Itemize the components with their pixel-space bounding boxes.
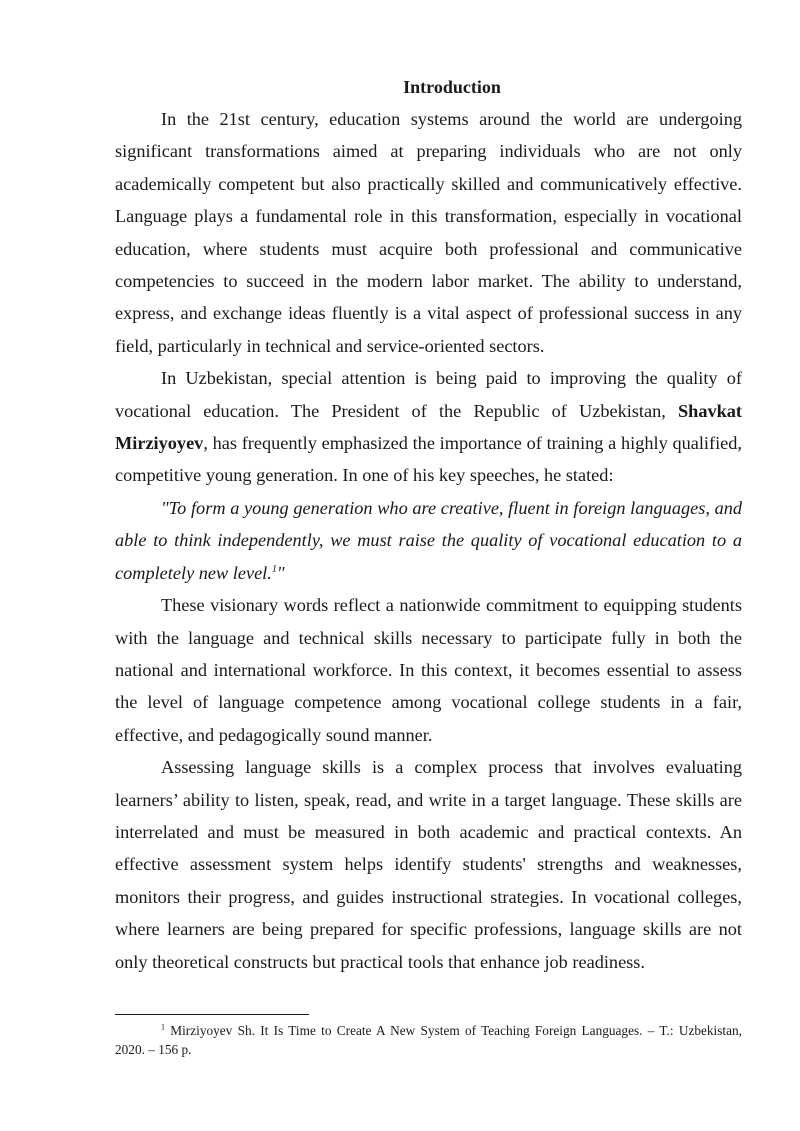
quote-paragraph [115,492,742,589]
paragraph-5: Assessing language skills is a complex process that involves evaluating learners’ ability to listen, speak, read, and write in a target language. These skills are interrelated and must be measured in both academic and practical contexts. An effective assessment system helps identify students' strengths and weaknesses, monitors their progress, and guides instructional strategies. In vocational colleges, where learners are being prepared for specific professions, language skills are not only theoretical constructs but practical tools that enhance job readiness. [115,757,742,972]
footnote-text: Mirziyoyev Sh. It Is Time to Create A New System of Teaching Foreign Languages. – T.: Uzbekistan, 2020. – 156 p. [115,1023,742,1057]
paragraph-2 [115,362,742,492]
paragraph-4: These visionary words reflect a nationwide commitment to equipping students with the language and technical skills necessary to participate fully in both the national and international workforce. In this context, it becomes essential to assess the level of language competence among vocational college students in a fair, effective, and pedagogically sound manner. [115,595,742,745]
paragraph-1: In the 21st century, education systems around the world are undergoing significant transformations aimed at preparing individuals who are not only academically competent but also practically skilled and communicatively effective. Language plays a fundamental role in this transformation, especially in vocational education, where students must acquire both professional and communicative competencies to succeed in the modern labor market. The ability to understand, express, and exchange ideas fluently is a vital aspect of professional success in any field, particularly in technical and service-oriented sectors. [115,109,742,356]
quote-text: "To form a young generation who are creative, fluent in foreign languages, and able to think independently, we must raise the quality of vocational education to a completely new level. [115,497,742,583]
body-text [115,103,742,978]
footnote-reference[interactable]: 1 [271,563,277,575]
paragraph-2-end: , has frequently emphasized the importance of training a highly qualified, competitive young generation. In one of his key speeches, he stated: [115,433,742,486]
footnote-mark: 1 [161,1022,165,1032]
footnote-separator [115,1014,309,1015]
page-title: Introduction [403,77,501,97]
quote-close: " [276,562,285,583]
president-name: Shavkat Mirziyoyev [115,400,742,454]
paragraph-2-start: In Uzbekistan, special attention is being paid to improving the quality of vocational education. The President of the Republic of Uzbekistan, [115,368,742,421]
footnote [115,1021,742,1059]
